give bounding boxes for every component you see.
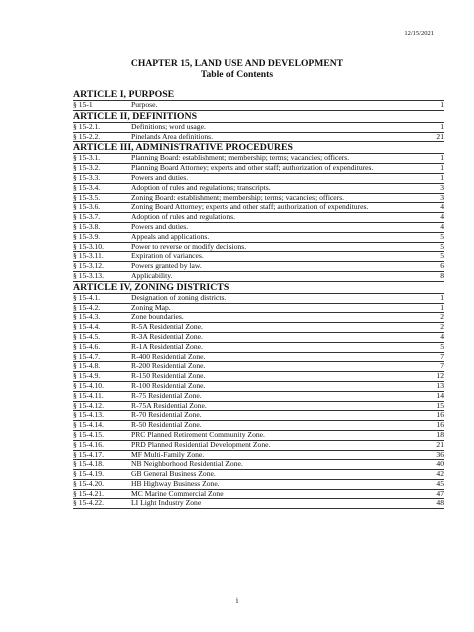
section-title: MC Marine Commercial Zone: [131, 488, 224, 498]
page-reference: 2: [440, 322, 444, 332]
table-of-contents: [73, 89, 444, 509]
page-reference: 15: [436, 400, 444, 410]
section-number: § 15-3.13.: [73, 270, 105, 280]
section-number: § 15-3.12.: [73, 261, 105, 271]
section-title: Definitions; word usage.: [131, 121, 206, 131]
section-title: HB Highway Business Zone.: [131, 478, 220, 488]
toc-entry[interactable]: [73, 362, 444, 372]
page-reference: 3: [440, 192, 444, 202]
section-number: § 15-4.22.: [73, 498, 105, 508]
page-reference: 21: [436, 131, 444, 141]
section-title: R-70 Residential Zone.: [131, 410, 202, 420]
page-reference: 36: [436, 449, 444, 459]
section-number: § 15-3.2.: [73, 163, 101, 173]
section-number: § 15-4.13.: [73, 410, 105, 420]
section-number: § 15-4.12.: [73, 400, 105, 410]
section-title: GB General Business Zone.: [131, 469, 216, 479]
toc-entry[interactable]: [73, 402, 444, 412]
section-title: Power to reverse or modify decisions.: [131, 241, 247, 251]
toc-entry[interactable]: [73, 480, 444, 490]
toc-entry[interactable]: [73, 233, 444, 243]
page-reference: 5: [440, 341, 444, 351]
section-number: § 15-4.5.: [73, 331, 101, 341]
section-title: Zone boundaries.: [131, 312, 184, 322]
page-reference: 21: [436, 439, 444, 449]
article-heading: ARTICLE I, PURPOSE: [73, 89, 444, 101]
page-reference: 1: [440, 153, 444, 163]
section-title: LI Light Industry Zone: [131, 498, 202, 508]
toc-entry[interactable]: [73, 411, 444, 421]
page-reference: 48: [436, 498, 444, 508]
section-title: Expiration of variances.: [131, 251, 204, 261]
toc-entry[interactable]: [73, 262, 444, 272]
section-number: § 15-4.4.: [73, 322, 101, 332]
page-reference: 1: [440, 302, 444, 312]
section-number: § 15-4.15.: [73, 429, 105, 439]
section-title: Zoning Map.: [131, 302, 171, 312]
section-title: Powers and duties.: [131, 221, 189, 231]
toc-entry[interactable]: [73, 213, 444, 223]
page-number: i: [235, 596, 239, 605]
toc-entry[interactable]: [73, 392, 444, 402]
page-reference: 47: [436, 488, 444, 498]
page-reference: 14: [436, 390, 444, 400]
toc-entry[interactable]: [73, 372, 444, 382]
section-title: R-400 Residential Zone.: [131, 351, 206, 361]
page-reference: 6: [440, 261, 444, 271]
page-reference: 12: [436, 371, 444, 381]
section-number: § 15-4.10.: [73, 380, 105, 390]
toc-entry[interactable]: [73, 252, 444, 262]
toc-entry[interactable]: [73, 133, 444, 143]
page-reference: 40: [436, 459, 444, 469]
section-number: § 15-4.16.: [73, 439, 105, 449]
section-number: § 15-3.6.: [73, 202, 101, 212]
section-number: § 15-3.11.: [73, 251, 104, 261]
toc-entry[interactable]: [73, 382, 444, 392]
section-title: Planning Board Attorney; experts and other staff; authorization of expenditures.: [131, 163, 374, 173]
page-reference: 16: [436, 410, 444, 420]
page-reference: 5: [440, 251, 444, 261]
section-number: § 15-2.1.: [73, 121, 101, 131]
page-reference: 4: [440, 221, 444, 231]
article-heading: ARTICLE III, ADMINISTRATIVE PROCEDURES: [73, 142, 444, 154]
section-title: R-100 Residential Zone.: [131, 380, 206, 390]
toc-entry[interactable]: [73, 499, 444, 509]
section-number: § 15-1: [73, 100, 93, 109]
chapter-title: CHAPTER 15, LAND USE AND DEVELOPMENT: [130, 58, 344, 69]
page-reference: 8: [440, 270, 444, 280]
toc-entry[interactable]: [73, 123, 444, 133]
page-reference: 7: [440, 351, 444, 361]
section-number: § 15-2.2.: [73, 131, 101, 141]
section-title: Zoning Board: establishment; membership; terms; vacancies; officers.: [131, 192, 345, 202]
section-title: Powers and duties.: [131, 172, 189, 182]
section-title: Pinelands Area definitions.: [131, 131, 214, 141]
section-number: § 15-4.8.: [73, 361, 101, 371]
section-title: R-75A Residential Zone.: [131, 400, 207, 410]
toc-entry[interactable]: [73, 441, 444, 451]
page-reference: 4: [440, 202, 444, 212]
section-number: § 15-4.6.: [73, 341, 101, 351]
section-number: § 15-4.14.: [73, 420, 105, 430]
toc-entry[interactable]: [73, 294, 444, 304]
toc-entry[interactable]: [73, 164, 444, 174]
section-number: § 15-3.8.: [73, 221, 101, 231]
toc-entry[interactable]: [73, 460, 444, 470]
section-title: R-50 Residential Zone.: [131, 420, 202, 430]
toc-entry[interactable]: [73, 470, 444, 480]
toc-entry[interactable]: [73, 451, 444, 461]
toc-entry[interactable]: [73, 243, 444, 253]
section-number: § 15-3.4.: [73, 182, 101, 192]
section-title: R-200 Residential Zone.: [131, 361, 206, 371]
page-reference: 18: [436, 429, 444, 439]
section-number: § 15-4.17.: [73, 449, 105, 459]
toc-entry[interactable]: [73, 304, 444, 314]
section-number: § 15-4.2.: [73, 302, 101, 312]
document-title: [0, 58, 474, 80]
page-reference: 13: [436, 380, 444, 390]
toc-entry[interactable]: [73, 490, 444, 500]
page-reference: 2: [440, 312, 444, 322]
section-number: § 15-4.3.: [73, 312, 101, 322]
toc-entry[interactable]: [73, 333, 444, 343]
page-reference: 42: [436, 469, 444, 479]
section-number: § 15-4.19.: [73, 469, 105, 479]
page-reference: 1: [440, 100, 444, 109]
section-title: Applicability.: [131, 270, 173, 280]
section-title: Zoning Board Attorney; experts and other staff; authorization of expenditures.: [131, 202, 369, 212]
page-reference: 4: [440, 331, 444, 341]
section-number: § 15-4.11.: [73, 390, 104, 400]
toc-entry[interactable]: [73, 223, 444, 233]
toc-entry[interactable]: [73, 313, 444, 323]
page-reference: 4: [440, 212, 444, 222]
section-number: § 15-3.10.: [73, 241, 105, 251]
toc-entry[interactable]: [73, 101, 444, 111]
toc-entry[interactable]: [73, 203, 444, 213]
article-heading: ARTICLE II, DEFINITIONS: [73, 111, 444, 123]
page-reference: 7: [440, 361, 444, 371]
section-number: § 15-3.1.: [73, 153, 101, 163]
section-title: MF Multi-Family Zone.: [131, 449, 205, 459]
section-number: § 15-4.18.: [73, 459, 105, 469]
page-reference: 5: [440, 241, 444, 251]
section-title: R-3A Residential Zone.: [131, 331, 203, 341]
article-heading: ARTICLE IV, ZONING DISTRICTS: [73, 282, 444, 294]
section-title: Designation of zoning districts.: [131, 292, 227, 302]
section-title: PRD Planned Residential Development Zone.: [131, 439, 271, 449]
toc-heading: Table of Contents: [200, 69, 274, 80]
page-reference: 1: [440, 172, 444, 182]
section-number: § 15-3.3.: [73, 172, 101, 182]
toc-entry[interactable]: [73, 323, 444, 333]
section-title: R-75 Residential Zone.: [131, 390, 202, 400]
section-title: Adoption of rules and regulations; transcripts.: [131, 182, 271, 192]
section-title: Appeals and applications.: [131, 231, 210, 241]
section-number: § 15-4.9.: [73, 371, 101, 381]
section-number: § 15-3.7.: [73, 212, 101, 222]
toc-entry[interactable]: [73, 343, 444, 353]
section-number: § 15-3.5.: [73, 192, 101, 202]
section-number: § 15-4.20.: [73, 478, 105, 488]
toc-entry[interactable]: [73, 353, 444, 363]
section-number: § 15-3.9.: [73, 231, 101, 241]
page-reference: 3: [440, 182, 444, 192]
toc-entry[interactable]: [73, 272, 444, 282]
page-reference: 1: [440, 163, 444, 173]
section-title: R-1A Residential Zone.: [131, 341, 203, 351]
section-number: § 15-4.7.: [73, 351, 101, 361]
section-number: § 15-4.21.: [73, 488, 105, 498]
document-date: 12/15/2021: [404, 30, 434, 37]
section-title: Adoption of rules and regulations.: [131, 212, 235, 222]
section-number: § 15-4.1.: [73, 292, 101, 302]
page-reference: 16: [436, 420, 444, 430]
page-reference: 1: [440, 121, 444, 131]
section-title: R-150 Residential Zone.: [131, 371, 206, 381]
section-title: Powers granted by law.: [131, 261, 202, 271]
section-title: Purpose.: [131, 100, 158, 109]
section-title: Planning Board: establishment; membership; terms; vacancies; officers.: [131, 153, 350, 163]
section-title: PRC Planned Retirement Community Zone.: [131, 429, 265, 439]
section-title: NB Neighborhood Residential Zone.: [131, 459, 243, 469]
page-reference: 45: [436, 478, 444, 488]
page-reference: 5: [440, 231, 444, 241]
section-title: R-5A Residential Zone.: [131, 322, 203, 332]
page-reference: 1: [440, 292, 444, 302]
